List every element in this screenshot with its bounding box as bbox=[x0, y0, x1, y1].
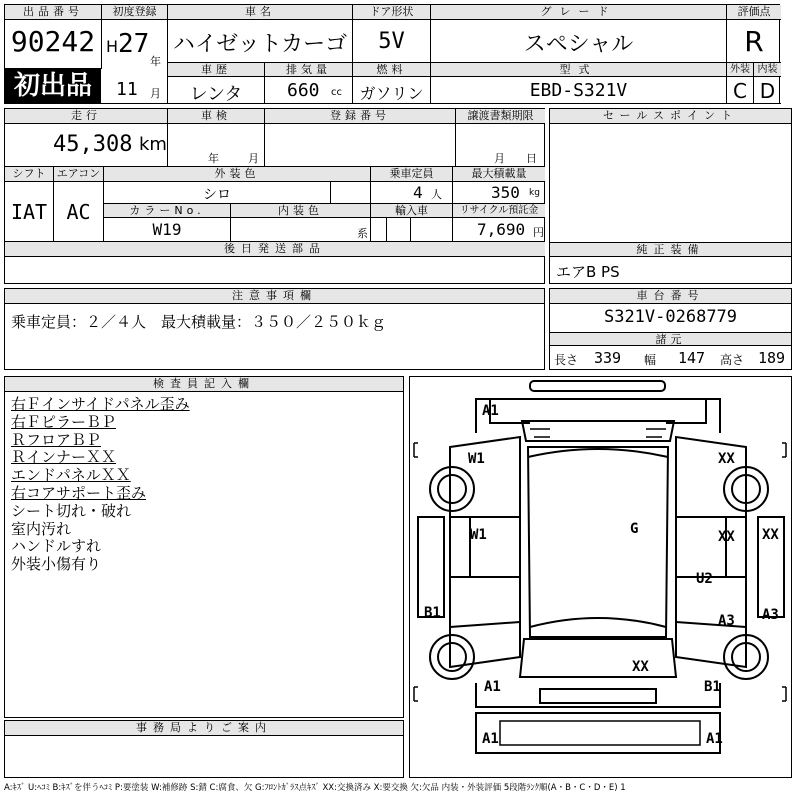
ext-color-cell bbox=[104, 182, 331, 204]
chassis-no: S321V-0268779 bbox=[603, 307, 738, 327]
ac-label: エアコン bbox=[54, 167, 104, 182]
inspector-remark: シート切れ・破れ bbox=[11, 501, 132, 520]
color-no: W19 bbox=[152, 220, 182, 239]
roof-curve-top bbox=[528, 449, 668, 457]
transfer-cell bbox=[456, 124, 545, 167]
inspector-label: 検査員記入欄 bbox=[5, 377, 403, 392]
color-no-label: カラーNo. bbox=[104, 204, 231, 218]
inspector-box bbox=[4, 376, 404, 718]
wheel-front-left-inner bbox=[438, 475, 466, 503]
color-no-cell bbox=[104, 218, 231, 242]
damage-mark-a1-rear-left: A1 bbox=[484, 679, 501, 695]
car-name-cell bbox=[168, 5, 353, 63]
later-parts-body bbox=[5, 257, 545, 283]
lot-no: 90242 bbox=[10, 25, 96, 58]
office-box bbox=[4, 720, 404, 778]
mileage-cell bbox=[5, 124, 168, 167]
lot-no-cell bbox=[5, 5, 102, 69]
side-box-left bbox=[418, 517, 444, 617]
inspector-remark: ＲインナーＸＸ bbox=[11, 448, 117, 467]
bracket-right-top bbox=[782, 443, 786, 457]
car-name: ハイゼットカーゴ bbox=[172, 32, 348, 57]
int-color-unit: 系 bbox=[357, 227, 368, 240]
fuel: ガソリン bbox=[359, 84, 424, 103]
door-cell bbox=[353, 5, 431, 63]
year-unit: 年 bbox=[150, 55, 161, 68]
int-grade-cell bbox=[754, 63, 781, 104]
chassis-label: 車台番号 bbox=[550, 289, 791, 304]
length-label: 長さ bbox=[554, 353, 579, 367]
reg-month: 11 bbox=[116, 79, 138, 100]
reg-year: 27 bbox=[118, 29, 150, 59]
ac: AC bbox=[66, 200, 91, 224]
inspector-remark: 右Ｆインサイドパネル歪み bbox=[11, 395, 190, 413]
model-cell bbox=[431, 63, 727, 104]
recycle-cell bbox=[453, 218, 545, 242]
office-label: 事務局よりご案内 bbox=[5, 721, 403, 736]
damage-mark-xx-rear: XX bbox=[632, 659, 649, 675]
dims-label: 諸元 bbox=[550, 332, 791, 346]
capacity-cell bbox=[371, 182, 453, 204]
ext-color: シロ bbox=[203, 187, 231, 203]
ext-grade: C bbox=[733, 79, 747, 103]
inspector-remark: 右ＦピラーＢＰ bbox=[11, 412, 117, 431]
inspector-remark: ハンドルすれ bbox=[11, 537, 102, 556]
windshield bbox=[522, 421, 674, 441]
car-diagram bbox=[410, 377, 791, 777]
left-side-outline bbox=[450, 437, 520, 667]
int-grade-label: 内装 bbox=[754, 63, 781, 77]
car-name-label: 車名 bbox=[168, 5, 352, 20]
genuine: エアB PS bbox=[556, 263, 620, 281]
inspector-remark: 室内汚れ bbox=[11, 519, 72, 538]
damage-mark-a1-front: A1 bbox=[482, 403, 499, 419]
chassis-box bbox=[549, 288, 792, 370]
rear-bumper bbox=[476, 713, 720, 753]
capacity: 4 bbox=[413, 183, 423, 202]
int-color-label: 内装色 bbox=[231, 204, 371, 218]
front-bumper-top bbox=[530, 381, 665, 391]
load-cell bbox=[453, 182, 545, 204]
genuine-label: 純正装備 bbox=[550, 242, 791, 257]
width: 147 bbox=[678, 349, 706, 367]
displacement-cell bbox=[265, 63, 353, 104]
score: R bbox=[744, 25, 764, 58]
shift-label: シフト bbox=[5, 167, 54, 182]
damage-mark-a3-side: A3 bbox=[762, 607, 779, 623]
grade-label: グレード bbox=[431, 5, 726, 20]
import-cell-a bbox=[371, 218, 387, 242]
displacement-unit: cc bbox=[331, 87, 342, 98]
ext-color-label: 外装色 bbox=[104, 167, 371, 182]
int-grade: D bbox=[759, 79, 776, 103]
damage-mark-a1-bottom-left: A1 bbox=[482, 731, 499, 747]
capacity-unit: 人 bbox=[431, 188, 442, 201]
transfer-label: 譲渡書類期限 bbox=[456, 109, 545, 124]
rear-plate bbox=[540, 689, 656, 703]
first-reg-label: 初度登録 bbox=[102, 5, 167, 20]
inspector-remark: ＲフロアＢＰ bbox=[11, 430, 102, 449]
fuel-label: 燃料 bbox=[353, 63, 430, 77]
transfer-day-unit: 日 bbox=[526, 152, 537, 165]
bracket-left-bottom bbox=[414, 687, 418, 701]
inspector-remark: 右コアサポート歪み bbox=[11, 484, 147, 502]
transfer-month-unit: 月 bbox=[494, 152, 505, 165]
wheel-rear-left bbox=[430, 635, 474, 679]
windshield-inner bbox=[530, 429, 666, 437]
score-label: 評価点 bbox=[727, 5, 781, 20]
door-label: ドア形状 bbox=[353, 5, 430, 20]
damage-mark-g-glass: G bbox=[630, 521, 639, 537]
front-outline bbox=[476, 399, 720, 433]
capacity-label: 乗車定員 bbox=[371, 167, 453, 182]
mileage-label: 走行 bbox=[5, 109, 168, 124]
import-label: 輸入車 bbox=[371, 204, 453, 218]
wheel-front-left bbox=[430, 467, 474, 511]
rear-bumper-inner bbox=[500, 721, 700, 745]
lot-no-label: 出品番号 bbox=[5, 5, 101, 20]
fuel-cell bbox=[353, 63, 431, 104]
roof-curve-bottom bbox=[530, 618, 666, 627]
ac-cell bbox=[54, 182, 104, 242]
load-label: 最大積載量 bbox=[453, 167, 545, 182]
rear-window bbox=[520, 639, 676, 677]
history-label: 車歴 bbox=[168, 63, 264, 77]
inspection-label: 車検 bbox=[168, 109, 265, 124]
model: EBD-S321V bbox=[529, 80, 628, 101]
header-row bbox=[4, 4, 780, 104]
right-side-outline bbox=[676, 437, 746, 667]
damage-mark-b1-rear-right: B1 bbox=[704, 679, 721, 695]
notes-box bbox=[4, 288, 545, 370]
ext-grade-cell bbox=[727, 63, 754, 104]
reg-no-label: 登録番号 bbox=[265, 109, 456, 124]
door-type: 5V bbox=[378, 29, 405, 54]
damage-mark-u2: U2 bbox=[696, 571, 713, 587]
inspector-remark: エンドパネルＸＸ bbox=[11, 466, 131, 485]
damage-mark-a3-right: A3 bbox=[718, 613, 735, 629]
damage-mark-xx-right-mid: XX bbox=[718, 529, 735, 545]
roof-outline bbox=[528, 447, 668, 637]
reg-no-cell bbox=[265, 124, 456, 167]
displacement-label: 排気量 bbox=[265, 63, 352, 77]
notes-text: 乗車定員：２／４人 最大積載量：３５０／２５０ｋｇ bbox=[11, 313, 387, 331]
month-unit: 月 bbox=[150, 87, 161, 100]
legend-note: A:ｷｽﾞ U:ﾍｺﾐ B:ｷｽﾞを伴うﾍｺﾐ P:要塗装 W:補修跡 S:錆 C:腐食、欠 G:ﾌﾛﾝﾄｶﾞﾗｽ点ｷｽﾞ XX:交換済み X:要交換 欠:欠品 内装・外装評価 5段階ﾗﾝｸ順(A・B・C・D・E) 1 bbox=[4, 783, 626, 793]
car-diagram-box bbox=[409, 376, 792, 778]
score-cell bbox=[727, 5, 781, 63]
int-color-cell bbox=[231, 218, 371, 242]
shift: IAT bbox=[10, 200, 48, 224]
mileage: 45,308 bbox=[53, 132, 133, 157]
damage-mark-xx-right-top: XX bbox=[718, 451, 735, 467]
damage-mark-a1-bottom-right: A1 bbox=[706, 731, 723, 747]
first-reg-cell bbox=[102, 5, 168, 104]
detail-block bbox=[4, 108, 545, 284]
first-listing-badge bbox=[5, 69, 101, 104]
height-label: 高さ bbox=[720, 353, 745, 367]
load: 350 bbox=[491, 183, 520, 202]
import-cell-b bbox=[387, 218, 411, 242]
insp-month-unit: 月 bbox=[248, 152, 259, 165]
damage-mark-w1-lower: W1 bbox=[470, 527, 487, 543]
ext-color-extra-cell bbox=[331, 182, 371, 204]
insp-year-unit: 年 bbox=[208, 152, 219, 165]
length: 339 bbox=[594, 349, 622, 367]
history: レンタ bbox=[189, 84, 243, 105]
recycle-unit: 円 bbox=[533, 226, 544, 239]
load-unit: kg bbox=[529, 188, 540, 198]
dims-row bbox=[550, 347, 791, 369]
mileage-unit: km bbox=[139, 134, 167, 155]
first-listing-text: 初出品 bbox=[13, 71, 92, 101]
model-label: 型式 bbox=[431, 63, 726, 77]
displacement: 660 bbox=[287, 80, 320, 101]
sales-points-box bbox=[549, 108, 792, 284]
sales-points-label: セールスポイント bbox=[550, 109, 791, 124]
grade: スペシャル bbox=[523, 32, 634, 57]
width-label: 幅 bbox=[644, 353, 657, 367]
bracket-left-top bbox=[414, 443, 418, 457]
bracket-right-bottom bbox=[782, 687, 786, 701]
notes-label: 注意事項欄 bbox=[5, 289, 544, 304]
inspector-remark: 外装小傷有り bbox=[11, 555, 102, 574]
damage-mark-b1-left: B1 bbox=[424, 605, 441, 621]
shift-cell bbox=[5, 182, 54, 242]
history-cell bbox=[168, 63, 265, 104]
recycle: 7,690 bbox=[477, 220, 526, 239]
era: H bbox=[106, 37, 119, 56]
inspection-cell bbox=[168, 124, 265, 167]
damage-mark-w1-upper: W1 bbox=[468, 451, 485, 467]
damage-mark-xx-side-right: XX bbox=[762, 527, 779, 543]
recycle-label: リサイクル預託金 bbox=[453, 204, 545, 218]
height: 189 bbox=[758, 349, 786, 367]
later-parts-label: 後日発送部品 bbox=[5, 242, 545, 257]
ext-grade-label: 外装 bbox=[727, 63, 753, 77]
import-cell-c bbox=[411, 218, 453, 242]
grade-cell bbox=[431, 5, 727, 63]
